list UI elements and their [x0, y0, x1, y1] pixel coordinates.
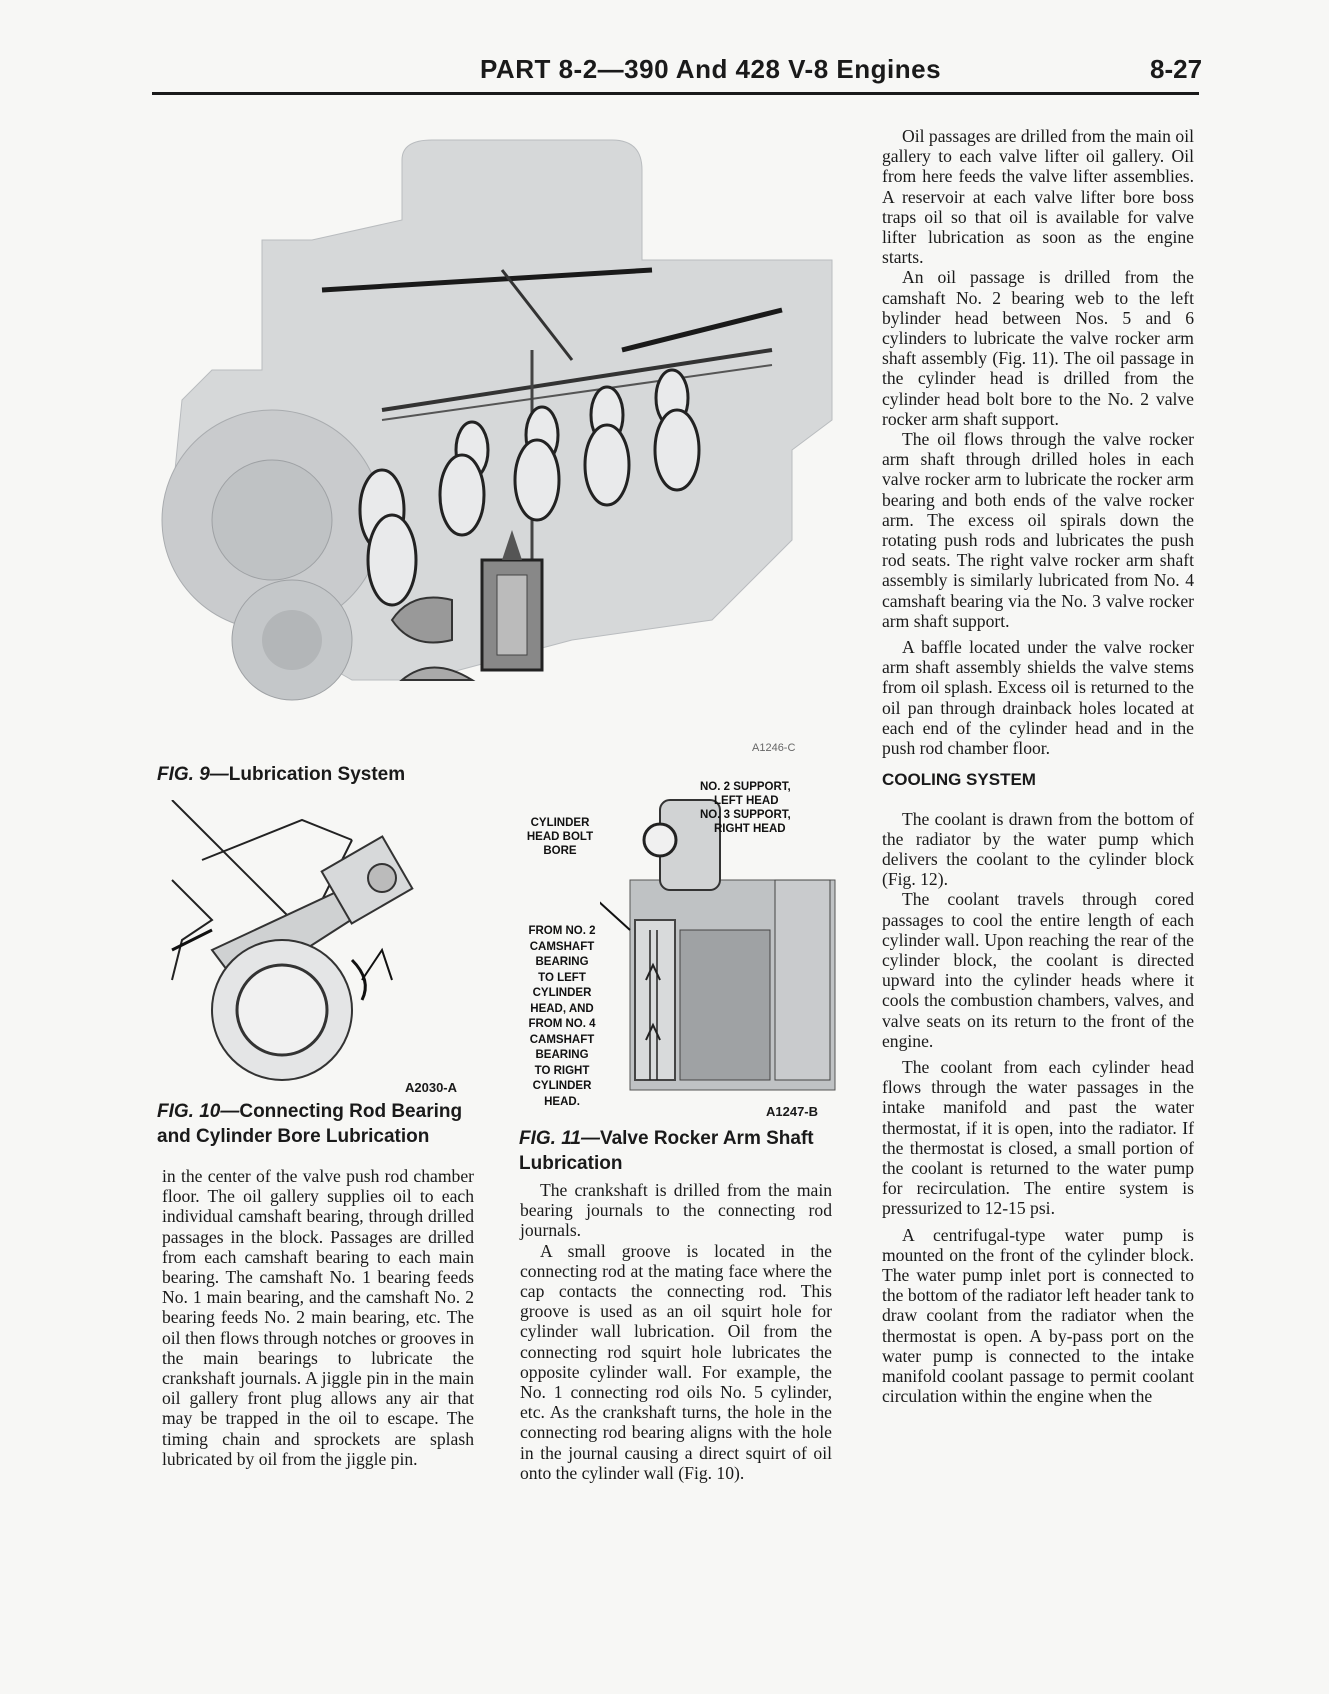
fig11-label-no3-support: NO. 3 SUPPORT, — [700, 809, 791, 821]
fig11-from-line: BEARING — [535, 956, 589, 968]
paragraph: A small groove is located in the connecting rod at the mating face where the cap contacts the connecting rod. This groove is used as an oil squirt hole for cylinder wall lubrication. Oil from the connecting rod squirt hole lubricates the opposite cylinder wall. For example, the No. 1 connecting rod oils No. 5 cylinder, etc. As the crankshaft turns, the hole in the connecting rod bearing aligns with the hole in the journal causing a direct squirt of oil onto the cylinder wall (Fig. 10). — [520, 1240, 832, 1483]
paragraph: in the center of the valve push rod chamber floor. The oil gallery supplies oil to each individual camshaft bearing, through drilled passages in the block. Passages are drilled from each camshaft bearing to each main bearing. The camshaft No. 1 bearing feeds No. 1 main bearing, and the camshaft No. 2 bearing feeds No. 2 main bearing, etc. The oil then flows through notches or grooves in the main bearings to lubricate the crankshaft journals. A jiggle pin in the main oil gallery front plug allows any air that may be trapped in the oil to escape. The timing chain and sprockets are splash lubricated by oil from the jiggle pin. — [162, 1166, 474, 1469]
column-2-text — [520, 1180, 832, 1483]
fig11-from-line: CAMSHAFT — [529, 1033, 595, 1046]
fig11-label-from-camshaft — [510, 924, 614, 1110]
fig9-code: A1246-C — [752, 742, 796, 754]
paragraph: Oil passages are drilled from the main oil gallery to each valve lifter oil gallery. Oil from here feeds the valve lifter assemblies. A reservoir at each valve lifter bore boss traps oil so that oil is available for valve lifter lubrication as soon as the engine starts. — [882, 126, 1194, 268]
fig11-label-bolt-bore — [518, 816, 602, 858]
fig11-from-line: TO RIGHT — [534, 1064, 590, 1077]
page-number: 8-27 — [1150, 54, 1203, 84]
column-3-upper — [882, 126, 1194, 758]
fig9-lubrication-illustration — [152, 120, 842, 750]
paragraph: The coolant from each cylinder head flows through the water passages in the intake manifold and past the water thermostat, if it is open, into the radiator. If the thermostat is closed, a small portion of the coolant is returned to the water pump for recirculation. The entire system is pressurized to 12-15 psi. — [882, 1056, 1194, 1219]
page-header-title: PART 8-2—390 And 428 V-8 Engines — [480, 54, 942, 84]
fig11-from-line: CAMSHAFT — [529, 940, 595, 953]
paragraph: The oil flows through the valve rocker arm shaft through drilled holes in each valve rocker arm to lubricate the rocker arm bearing and both ends of the valve rocker arm. The excess oil spirals down the rotating push rods and lubricates the push rod seats. The right valve rocker arm shaft assembly is similarly lubricated from No. 4 camshaft bearing via the No. 3 valve rocker arm shaft support. — [882, 429, 1194, 631]
fig11-bore-line1: CYLINDER — [530, 817, 590, 829]
fig10-caption — [157, 1099, 462, 1149]
fig11-bore-line3: BORE — [543, 845, 577, 857]
cooling-system-heading: COOLING SYSTEM — [882, 770, 1036, 790]
column-3-text — [882, 126, 1194, 1406]
fig10-caption-line2: and Cylinder Bore Lubrication — [157, 1126, 430, 1147]
column-1-text — [162, 1166, 474, 1469]
fig11-code: A1247-B — [766, 1104, 819, 1119]
fig11-from-line: HEAD. — [544, 1095, 580, 1108]
fig11-from-line: HEAD, AND — [530, 1002, 594, 1015]
paragraph: A baffle located under the valve rocker arm shaft assembly shields the valve stems from oil splash. Excess oil is returned to the oil pan through drainback holes located at each end of the cylinder head and in the push rod chamber floor. — [882, 637, 1194, 759]
fig11-from-line: BEARING — [535, 1049, 589, 1061]
fig10-caption-prefix: FIG. 10— — [157, 1101, 240, 1122]
fig10-caption-line1: Connecting Rod Bearing — [239, 1101, 463, 1122]
paragraph: The coolant is drawn from the bottom of the radiator by the water pump which delivers the coolant to the cylinder block (Fig. 12). — [882, 808, 1194, 890]
paragraph: A centrifugal-type water pump is mounted on the front of the cylinder block. The water pump inlet port is connected to the bottom of the radiator left header tank to draw coolant from the radiator when the thermostat is open. A by-pass port on the water pump is connected to the intake manifold coolant passage to permit coolant circulation within the engine when the — [882, 1224, 1194, 1407]
fig9-caption — [157, 762, 405, 787]
fig11-from-line: CYLINDER — [532, 1080, 592, 1092]
fig11-from-line: FROM NO. 2 — [528, 925, 596, 937]
fig11-caption-line2: Lubrication — [519, 1153, 623, 1174]
paragraph: The crankshaft is drilled from the main bearing journals to the connecting rod journals. — [520, 1180, 832, 1241]
header-rule — [152, 92, 1199, 95]
fig11-label-no2-support: NO. 2 SUPPORT, — [700, 781, 791, 793]
fig11-caption-line1: Valve Rocker Arm Shaft — [599, 1128, 814, 1149]
fig11-bore-line2: HEAD BOLT — [526, 831, 594, 843]
fig11-from-line: TO LEFT — [538, 971, 586, 984]
fig9-caption-prefix: FIG. 9— — [157, 764, 229, 785]
fig11-from-line: CYLINDER — [532, 987, 592, 999]
fig11-caption-prefix: FIG. 11— — [519, 1128, 600, 1149]
fig11-label-left-head: LEFT HEAD — [714, 795, 779, 807]
fig11-from-line: FROM NO. 4 — [528, 1018, 596, 1030]
fig11-caption — [519, 1126, 814, 1176]
fig10-connecting-rod-illustration — [152, 800, 472, 1090]
fig9-caption-text: Lubrication System — [228, 764, 406, 785]
fig11-label-right-head: RIGHT HEAD — [714, 823, 786, 835]
fig10-code: A2030-A — [405, 1080, 458, 1095]
column-3-lower — [882, 809, 1194, 1407]
paragraph: An oil passage is drilled from the camshaft No. 2 bearing web to the left bylinder head between Nos. 5 and 6 cylinders to lubricate the valve rocker arm shaft assembly (Fig. 11). The oil passage in the cylinder head is drilled from the cylinder head bolt bore to the No. 2 valve rocker arm shaft support. — [882, 267, 1194, 429]
paragraph: The coolant travels through cored passages to cool the entire length of each cylinder wall. Upon reaching the rear of the cylinder block, the coolant is directed upward into the cylinder heads where it cools the combustion chambers, valves, and valve seats on its return to the front of the engine. — [882, 889, 1194, 1051]
